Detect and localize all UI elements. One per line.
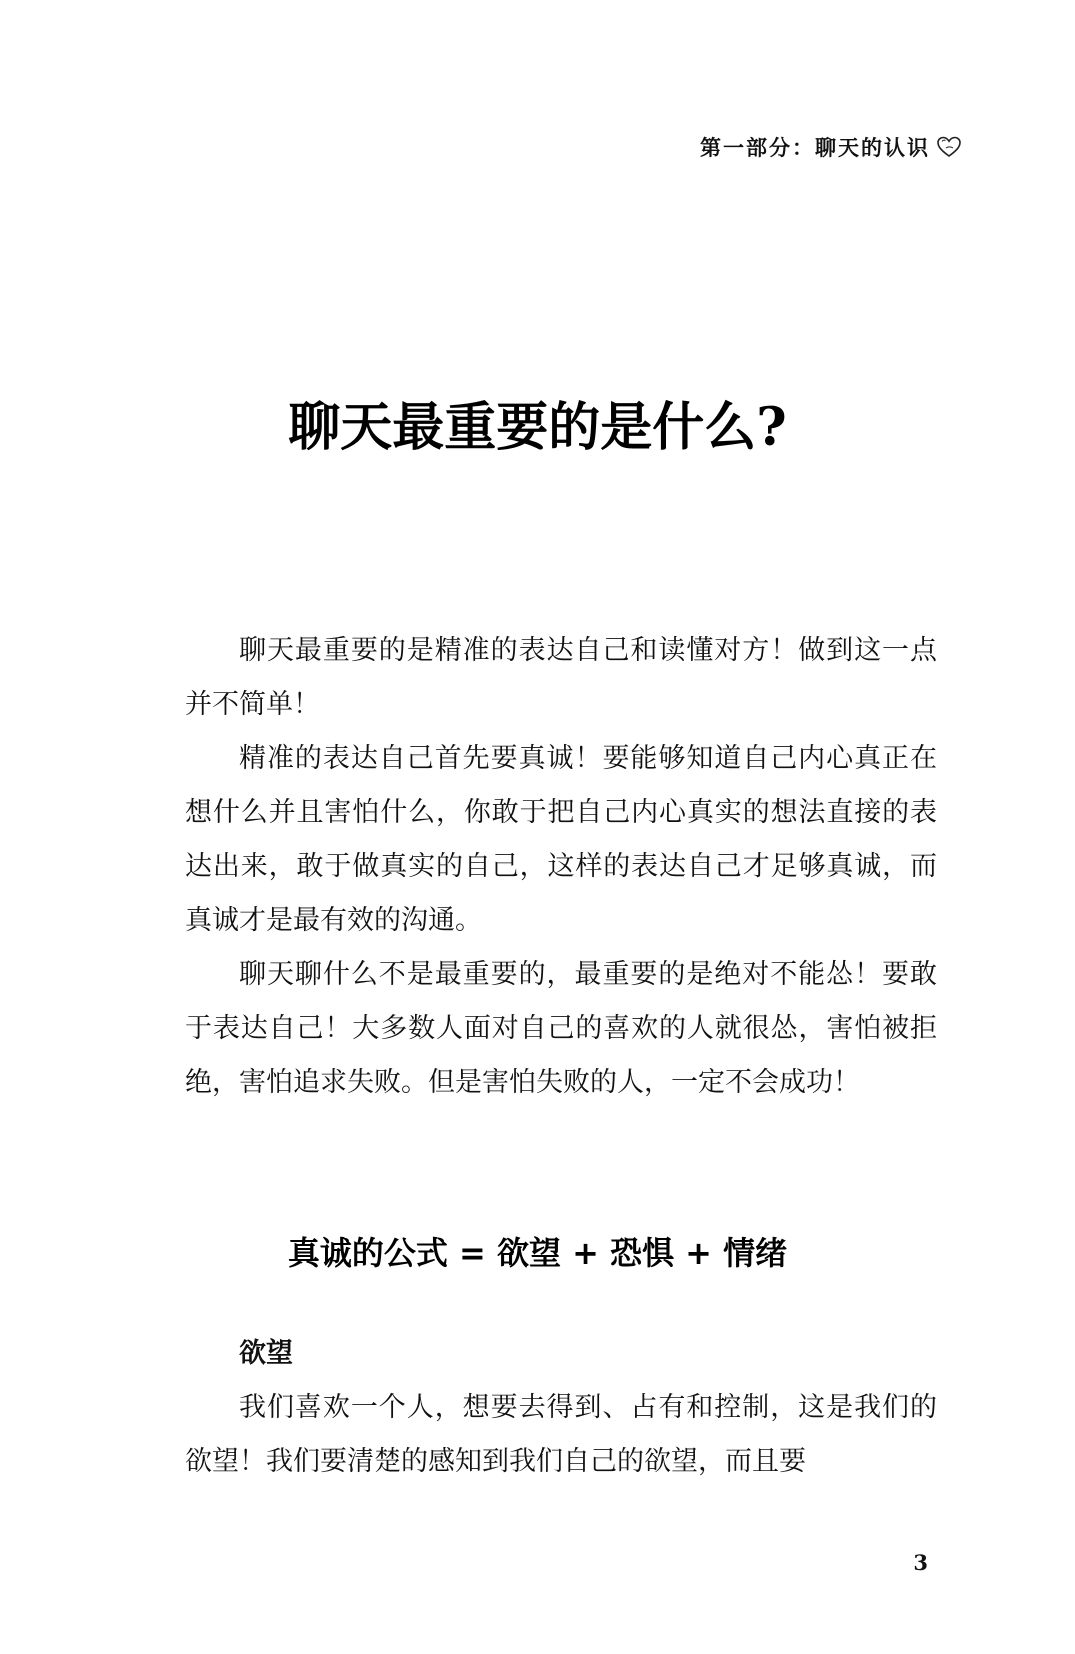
running-head-text: 第一部分：聊天的认识: [700, 135, 930, 160]
paragraph: 聊天最重要的是精准的表达自己和读懂对方！做到这一点并不简单！: [185, 635, 937, 720]
page-number: 3: [913, 1550, 928, 1575]
paragraph: 精准的表达自己首先要真诚！要能够知道自己内心真正在想什么并且害怕什么，你敢于把自己内心真实的想法直接的表达出来，敢于做真实的自己，这样的表达自己才足够真诚，而真诚才是最有效的沟通。: [185, 743, 937, 936]
heart-icon: [936, 135, 962, 159]
section-body: [185, 1327, 937, 1489]
section-heading: 欲望: [239, 1338, 293, 1369]
running-header: [700, 132, 962, 162]
paragraph: 我们喜欢一个人，想要去得到、占有和控制，这是我们的欲望！我们要清楚的感知到我们自己的欲望，而且要: [185, 1392, 937, 1477]
formula-heading: 真诚的公式 = 欲望 + 恐惧 + 情绪: [287, 1234, 788, 1272]
body-text: [185, 624, 937, 1110]
paragraph: 聊天聊什么不是最重要的，最重要的是绝对不能怂！要敢于表达自己！大多数人面对自己的喜欢的人就很怂，害怕被拒绝，害怕追求失败。但是害怕失败的人，一定不会成功！: [185, 959, 937, 1098]
page-title: 聊天最重要的是什么?: [288, 397, 787, 458]
